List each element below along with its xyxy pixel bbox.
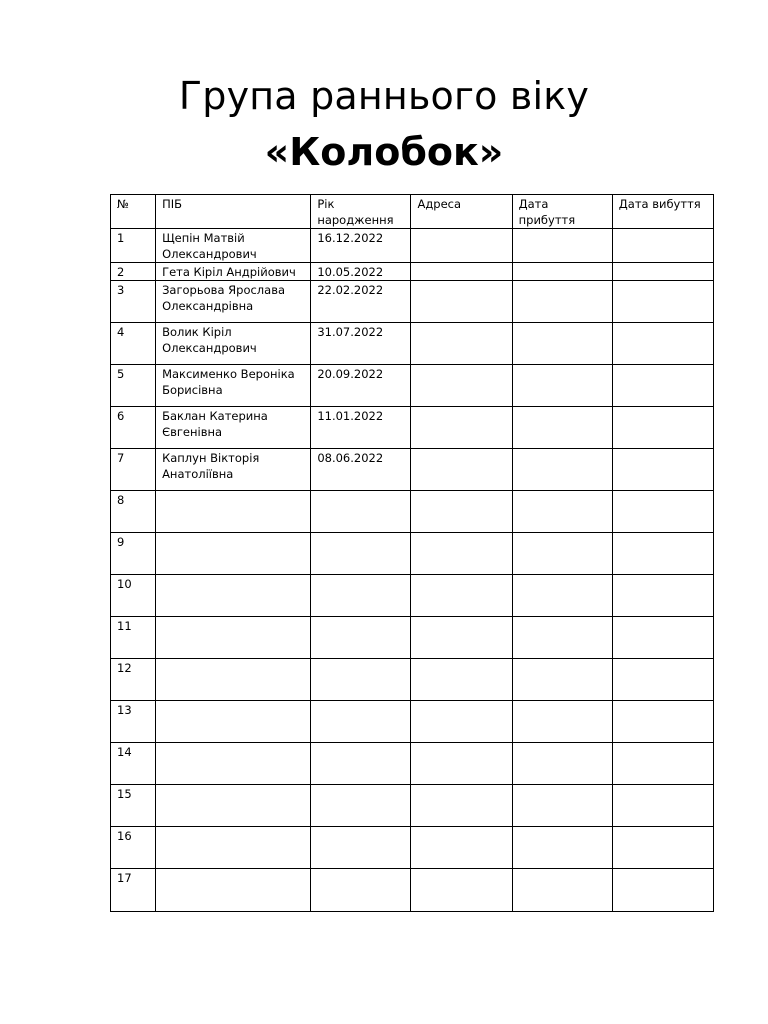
cell-arrival-date <box>512 575 612 617</box>
cell-birth-date <box>311 785 411 827</box>
cell-number: 13 <box>111 701 156 743</box>
cell-departure-date <box>612 229 713 263</box>
cell-birth-date <box>311 533 411 575</box>
cell-departure-date <box>612 743 713 785</box>
cell-arrival-date <box>512 827 612 869</box>
cell-address <box>411 365 512 407</box>
cell-number: 4 <box>111 323 156 365</box>
cell-arrival-date <box>512 407 612 449</box>
cell-arrival-date <box>512 743 612 785</box>
cell-full-name <box>156 533 311 575</box>
header-number: № <box>111 195 156 229</box>
cell-number: 1 <box>111 229 156 263</box>
cell-full-name <box>156 617 311 659</box>
cell-full-name: Максименко Вероніка Борисівна <box>156 365 311 407</box>
cell-departure-date <box>612 701 713 743</box>
cell-address <box>411 533 512 575</box>
cell-birth-date: 22.02.2022 <box>311 281 411 323</box>
header-address: Адреса <box>411 195 512 229</box>
cell-arrival-date <box>512 659 612 701</box>
cell-arrival-date <box>512 785 612 827</box>
cell-number: 11 <box>111 617 156 659</box>
cell-address <box>411 743 512 785</box>
table-row <box>111 869 714 912</box>
table-row <box>111 701 714 743</box>
cell-address <box>411 263 512 281</box>
cell-address <box>411 323 512 365</box>
cell-full-name: Волик Кіріл Олександрович <box>156 323 311 365</box>
table-row <box>111 365 714 407</box>
cell-address <box>411 659 512 701</box>
cell-number: 2 <box>111 263 156 281</box>
cell-birth-date <box>311 869 411 912</box>
table-row <box>111 575 714 617</box>
header-departure-date: Дата вибуття <box>612 195 713 229</box>
cell-birth-date: 16.12.2022 <box>311 229 411 263</box>
group-name: «Колобок» <box>264 130 504 174</box>
cell-address <box>411 229 512 263</box>
cell-full-name <box>156 869 311 912</box>
cell-address <box>411 449 512 491</box>
cell-departure-date <box>612 323 713 365</box>
cell-number: 7 <box>111 449 156 491</box>
cell-number: 17 <box>111 869 156 912</box>
cell-departure-date <box>612 575 713 617</box>
cell-departure-date <box>612 785 713 827</box>
cell-departure-date <box>612 491 713 533</box>
table-row <box>111 827 714 869</box>
cell-departure-date <box>612 281 713 323</box>
cell-departure-date <box>612 365 713 407</box>
cell-departure-date <box>612 827 713 869</box>
cell-birth-date <box>311 701 411 743</box>
cell-number: 16 <box>111 827 156 869</box>
cell-birth-date <box>311 743 411 785</box>
table-row <box>111 743 714 785</box>
table-row <box>111 659 714 701</box>
cell-departure-date <box>612 533 713 575</box>
table-row <box>111 449 714 491</box>
cell-number: 5 <box>111 365 156 407</box>
cell-arrival-date <box>512 229 612 263</box>
cell-address <box>411 827 512 869</box>
header-arrival-date: Дата прибуття <box>512 195 612 229</box>
cell-departure-date <box>612 869 713 912</box>
cell-departure-date <box>612 407 713 449</box>
cell-address <box>411 701 512 743</box>
table-row <box>111 229 714 263</box>
cell-full-name: Гета Кіріл Андрійович <box>156 263 311 281</box>
cell-number: 15 <box>111 785 156 827</box>
cell-arrival-date <box>512 263 612 281</box>
cell-arrival-date <box>512 701 612 743</box>
cell-number: 14 <box>111 743 156 785</box>
cell-number: 3 <box>111 281 156 323</box>
cell-birth-date: 11.01.2022 <box>311 407 411 449</box>
table-header-row <box>111 195 714 229</box>
cell-full-name: Баклан Катерина Євгенівна <box>156 407 311 449</box>
cell-arrival-date <box>512 491 612 533</box>
cell-address <box>411 617 512 659</box>
cell-arrival-date <box>512 323 612 365</box>
cell-birth-date <box>311 827 411 869</box>
cell-arrival-date <box>512 617 612 659</box>
cell-departure-date <box>612 659 713 701</box>
cell-number: 6 <box>111 407 156 449</box>
cell-birth-date <box>311 575 411 617</box>
cell-arrival-date <box>512 281 612 323</box>
cell-birth-date: 08.06.2022 <box>311 449 411 491</box>
cell-full-name <box>156 701 311 743</box>
cell-birth-date: 10.05.2022 <box>311 263 411 281</box>
cell-birth-date <box>311 659 411 701</box>
table-row <box>111 533 714 575</box>
cell-full-name <box>156 827 311 869</box>
cell-full-name <box>156 743 311 785</box>
cell-number: 8 <box>111 491 156 533</box>
cell-departure-date <box>612 263 713 281</box>
table-row <box>111 407 714 449</box>
cell-departure-date <box>612 617 713 659</box>
header-birth-year: Рік народження <box>311 195 411 229</box>
cell-number: 9 <box>111 533 156 575</box>
cell-address <box>411 491 512 533</box>
cell-address <box>411 281 512 323</box>
table-body <box>111 229 714 912</box>
cell-birth-date: 31.07.2022 <box>311 323 411 365</box>
table-row <box>111 491 714 533</box>
cell-birth-date: 20.09.2022 <box>311 365 411 407</box>
cell-number: 12 <box>111 659 156 701</box>
page-title: Група раннього віку <box>178 74 590 118</box>
cell-address <box>411 785 512 827</box>
roster-table <box>110 194 714 912</box>
cell-arrival-date <box>512 533 612 575</box>
cell-birth-date <box>311 617 411 659</box>
cell-birth-date <box>311 491 411 533</box>
cell-arrival-date <box>512 365 612 407</box>
cell-full-name <box>156 575 311 617</box>
cell-full-name: Каплун Вікторія Анатоліївна <box>156 449 311 491</box>
cell-full-name <box>156 659 311 701</box>
table-row <box>111 617 714 659</box>
cell-arrival-date <box>512 869 612 912</box>
table-row <box>111 323 714 365</box>
table-row <box>111 281 714 323</box>
cell-address <box>411 869 512 912</box>
cell-arrival-date <box>512 449 612 491</box>
cell-full-name <box>156 785 311 827</box>
header-full-name: ПІБ <box>156 195 311 229</box>
cell-number: 10 <box>111 575 156 617</box>
cell-full-name: Щепін Матвій Олександрович <box>156 229 311 263</box>
table-row <box>111 263 714 281</box>
cell-full-name: Загорьова Ярослава Олександрівна <box>156 281 311 323</box>
cell-departure-date <box>612 449 713 491</box>
cell-address <box>411 407 512 449</box>
cell-address <box>411 575 512 617</box>
table-row <box>111 785 714 827</box>
cell-full-name <box>156 491 311 533</box>
